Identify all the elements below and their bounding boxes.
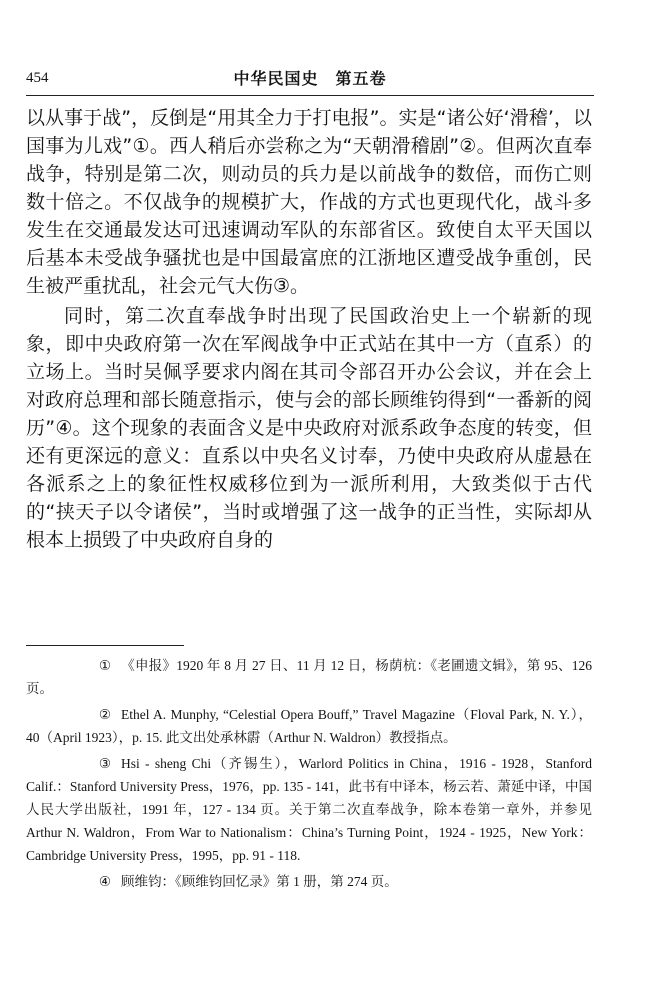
paragraph: 同时，第二次直奉战争时出现了民国政治史上一个崭新的现象，即中央政府第一次在军阀战争中正式站在其中一方（直系）的立场上。当时吴佩孚要求内阁在其司令部召开办公会议，并在会上对政府总理和部长随意指示，使与会的部长顾维钧得到“一番新的阅历”④。这个现象的表面含义是中央政府对派系政争态度的转变，但还有更深远的意义：直系以中央名义讨奉，乃使中央政府从虚悬在各派系之上的象征性权威移位到为一派所利用，大致类似于古代的“挟天子以令诸侯”，当时或增强了这一战争的正当性，实际却从根本上损毁了中央政府自身的 [26, 305, 592, 551]
body-text [26, 104, 592, 554]
footnote [26, 870, 592, 893]
running-title: 中华民国史 第五卷 [233, 69, 387, 88]
footnote [26, 703, 592, 749]
page-header [26, 62, 594, 96]
footnote-mark: ① [98, 658, 111, 673]
header-rule [26, 95, 594, 96]
footnote [26, 654, 592, 700]
footnote-mark: ② [98, 707, 111, 722]
footnote-text: 《申报》1920 年 8 月 27 日、11 月 12 日，杨荫杭：《老圃遗文辑》，第 95、126 页。 [26, 658, 592, 696]
footnote-rule [26, 645, 184, 646]
paragraph: 以从事于战”，反倒是“用其全力于打电报”。实是“诸公好‘滑稽’，以国事为儿戏”①。西人稍后亦尝称之为“天朝滑稽剧”②。但两次直奉战争，特别是第二次，则动员的兵力是以前战争的数倍，而伤亡则数十倍之。不仅战争的规模扩大，作战的方式也更现代化，战斗多发生在交通最发达可迅速调动军队的东部省区。致使自太平天国以后基本未受战争骚扰也是中国最富庶的江浙地区遭受战争重创，民生被严重扰乱，社会元气大伤③。 [26, 107, 592, 297]
footnote-text: Ethel A. Munphy, “Celestial Opera Bouff,” Travel Magazine（Floval Park, N. Y.），40（April 1923），p. 15. 此文出处承林霨（Arthur N. Waldron）教授指点。 [26, 707, 592, 745]
page-number: 454 [26, 70, 49, 86]
footnotes [26, 654, 592, 896]
footnote-text: Hsi - sheng Chi（齐锡生），Warlord Politics in China，1916 - 1928，Stanford Calif.：Stanford University Press，1976，pp. 135 - 141，此书有中译本，杨云若、萧延中译，中国人民大学出版社，1991 年，127 - 134 页。关于第二次直奉战争，除本卷第一章外，并参见 Arthur N. Waldron，From War to Nationalism：China’s Turning Point，1924 - 1925，New York：Cambridge University Press，1995，pp. 91 - 118. [26, 756, 592, 863]
footnote-mark: ③ [98, 756, 111, 771]
footnote-text: 顾维钧：《顾维钧回忆录》第 1 册，第 274 页。 [120, 874, 398, 889]
footnote-mark: ④ [98, 874, 111, 889]
footnote [26, 752, 592, 867]
